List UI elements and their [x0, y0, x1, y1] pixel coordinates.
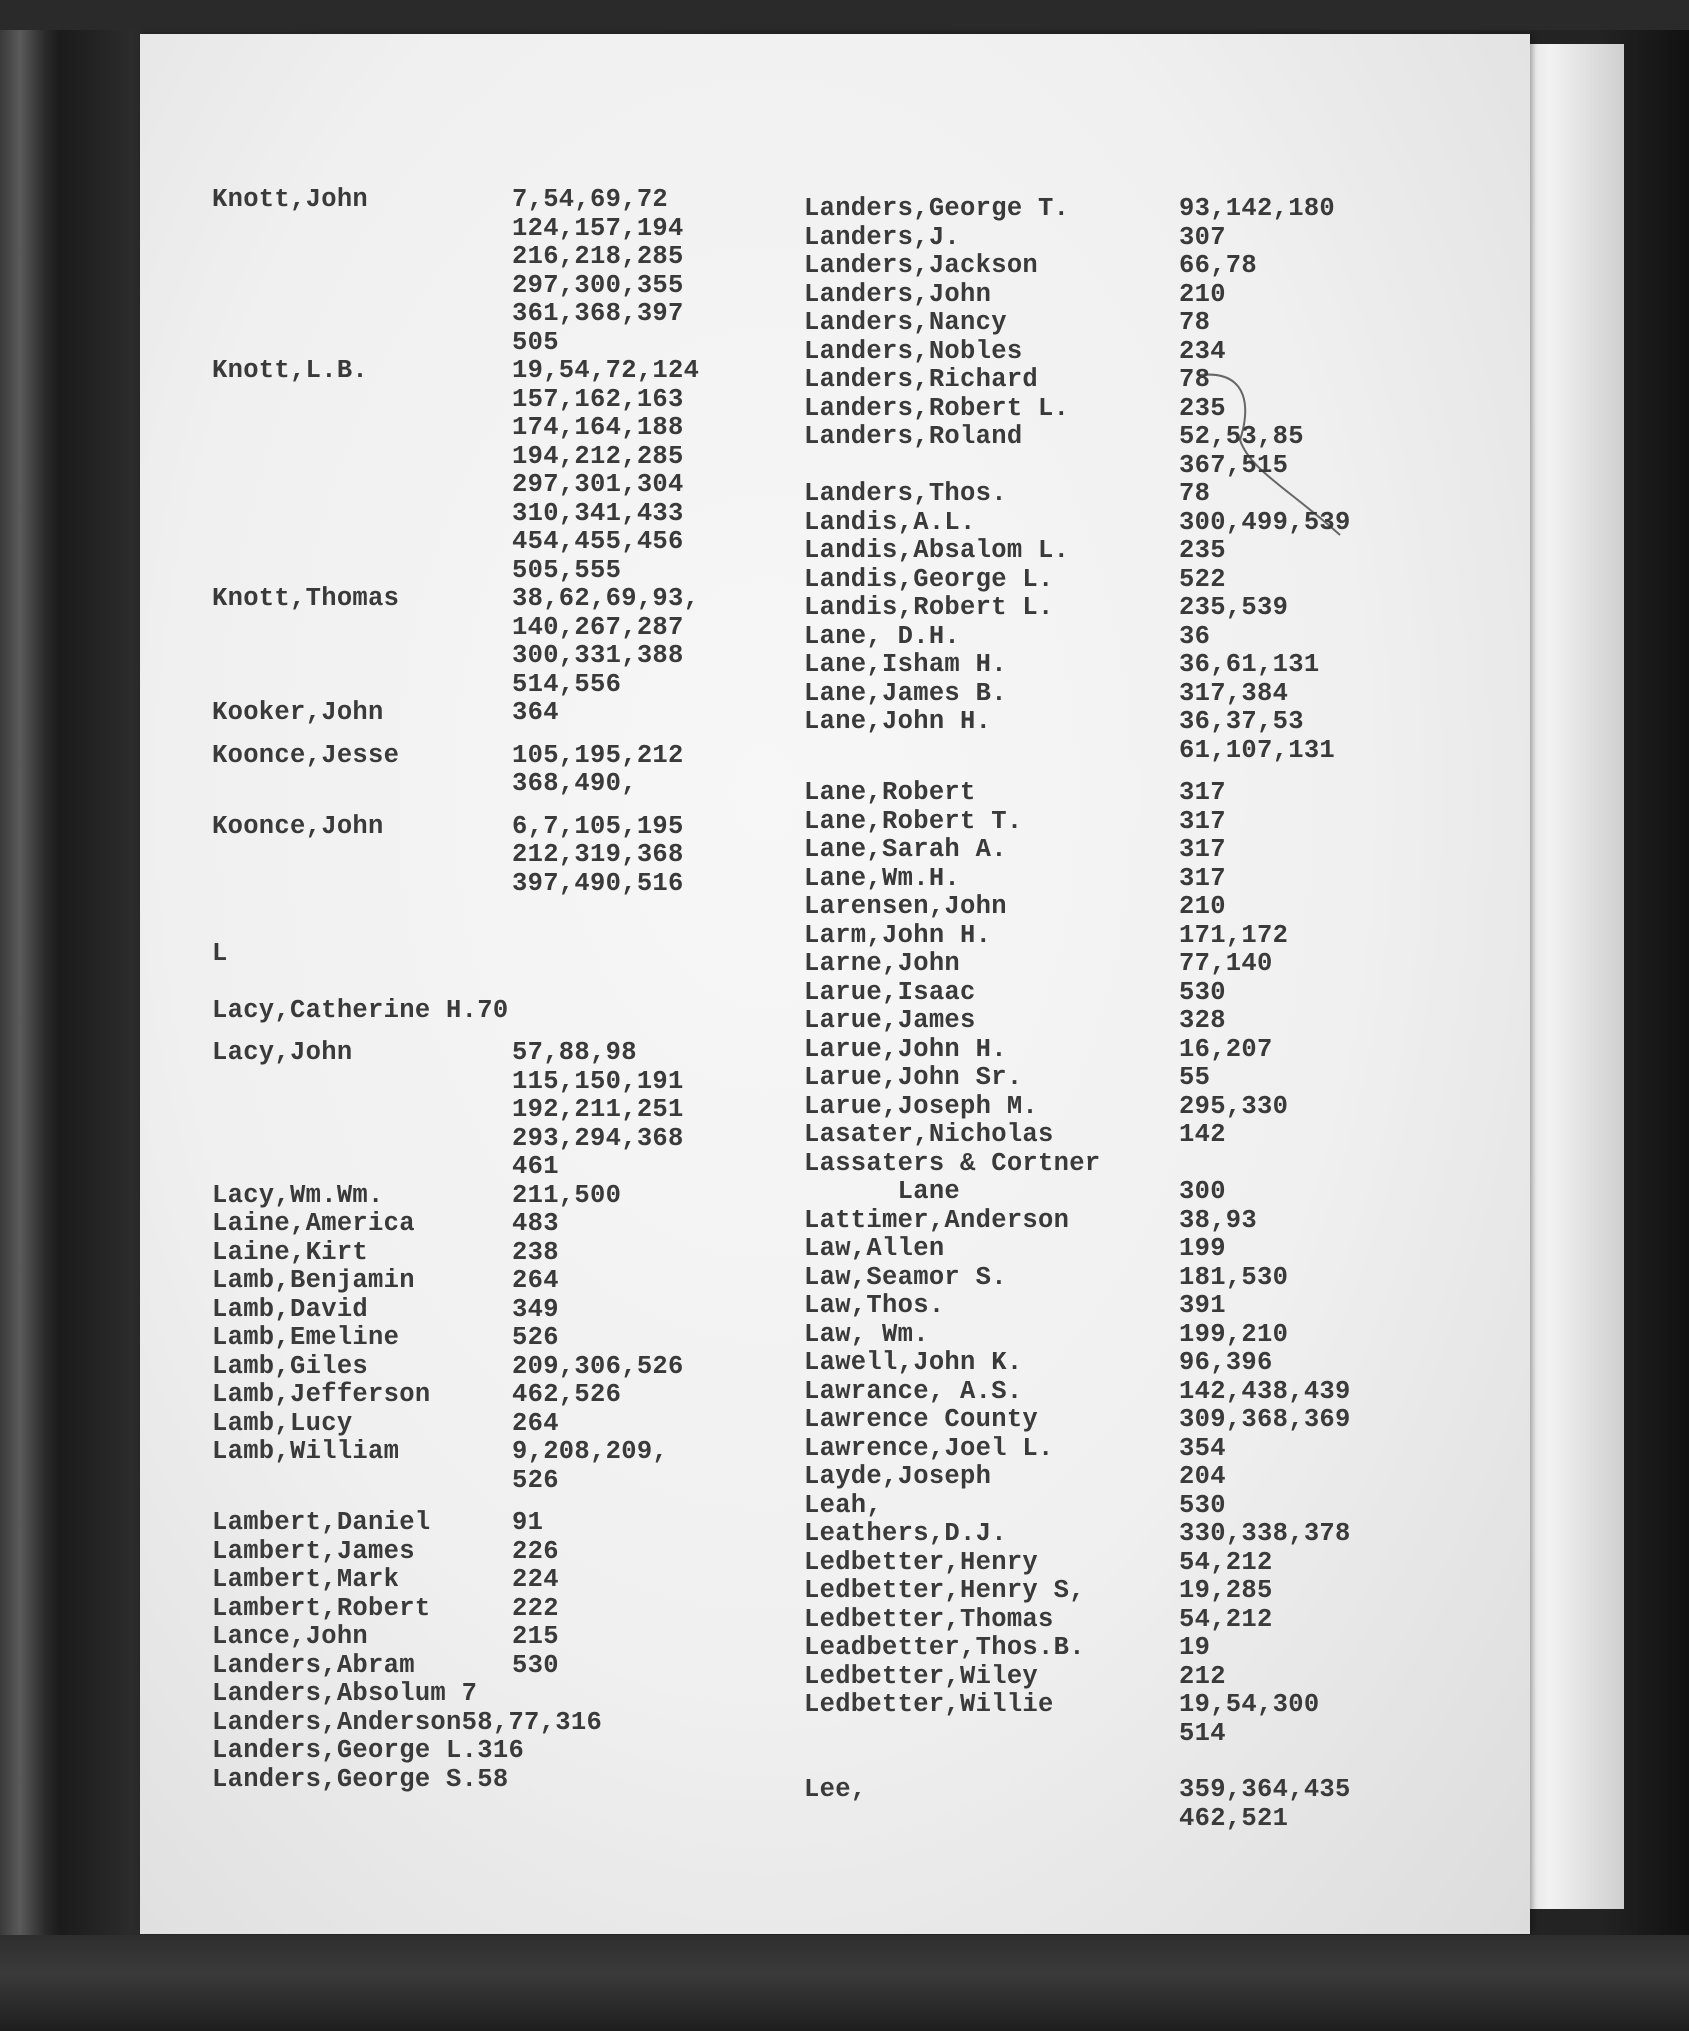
entry-pages: 317	[1179, 863, 1226, 893]
index-entry	[804, 1549, 1424, 1578]
index-entry	[804, 865, 1424, 894]
entry-pages: 78	[1179, 365, 1211, 394]
entry-pages: 522	[1179, 564, 1226, 594]
index-entry	[212, 1381, 752, 1410]
entry-pages: 264	[512, 1266, 559, 1295]
index-entry	[212, 1709, 752, 1738]
index-entry	[804, 1036, 1424, 1065]
entry-name: Larensen,John	[804, 892, 1007, 921]
index-entry	[804, 1150, 1424, 1179]
entry-pages: 300,499,539	[1179, 507, 1351, 537]
index-entry	[804, 893, 1424, 922]
entry-name: Lamb,David	[212, 1294, 369, 1324]
entry-name: Landers,Anderson58,77,316	[212, 1707, 603, 1737]
entry-pages: 354	[1179, 1433, 1226, 1463]
index-entry	[212, 813, 752, 899]
entry-name: Lane, D.H.	[804, 621, 961, 651]
index-entry	[212, 997, 752, 1026]
index-entry	[804, 623, 1424, 652]
entry-name: Lacy,John	[212, 1038, 353, 1067]
entry-pages: 309,368,369	[1179, 1405, 1351, 1434]
index-entry	[212, 1239, 752, 1268]
index-entry	[804, 1776, 1424, 1833]
entry-pages: 226	[512, 1536, 559, 1566]
entry-name: Knott,L.B.	[212, 356, 369, 385]
index-entry	[804, 1691, 1424, 1748]
index-entry	[804, 1064, 1424, 1093]
index-entry	[212, 357, 752, 585]
entry-pages: 349	[512, 1294, 559, 1324]
index-entry	[804, 808, 1424, 837]
index-entry	[804, 1435, 1424, 1464]
entry-name: Larue,James	[804, 1006, 976, 1035]
entry-name: Lawrence County	[804, 1405, 1039, 1434]
index-entry	[804, 651, 1424, 680]
index-entry	[804, 195, 1424, 224]
entry-name: Koonce,Jesse	[212, 740, 400, 770]
right-index-column	[804, 195, 1424, 1833]
entry-name: Lane	[804, 1177, 961, 1206]
entry-name: Landers,J.	[804, 222, 961, 252]
entry-pages: 212	[1179, 1661, 1226, 1691]
entry-pages: 211,500	[512, 1180, 622, 1210]
index-entry	[804, 594, 1424, 623]
index-entry	[212, 1410, 752, 1439]
index-entry	[804, 1093, 1424, 1122]
entry-pages: 54,212	[1179, 1547, 1273, 1577]
entry-pages: 19,54,72,124 157,162,163 174,164,188 194,212,285 297,301,304 310,341,433 454,455,456 505,555	[512, 356, 700, 585]
entry-name: Lasater,Nicholas	[804, 1120, 1054, 1149]
entry-pages: 142,438,439	[1179, 1376, 1351, 1406]
left-index-column	[212, 186, 752, 1794]
entry-pages: 391	[1179, 1291, 1226, 1320]
entry-name: Ledbetter,Thomas	[804, 1604, 1054, 1634]
entry-name: Landers,Thos.	[804, 479, 1007, 508]
entry-pages: 93,142,180	[1179, 194, 1336, 223]
entry-pages: 66,78	[1179, 251, 1258, 280]
index-entry	[804, 979, 1424, 1008]
entry-name: Lattimer,Anderson	[804, 1205, 1070, 1235]
index-entry	[804, 395, 1424, 424]
index-entry	[212, 1182, 752, 1211]
entry-name: Ledbetter,Wiley	[804, 1661, 1039, 1691]
index-entry	[804, 423, 1424, 480]
entry-name: Larue,John H.	[804, 1034, 1007, 1064]
entry-pages: 483	[512, 1209, 559, 1238]
entry-name: Lane,James B.	[804, 678, 1007, 708]
index-entry	[212, 1438, 752, 1495]
entry-pages: 317	[1179, 835, 1226, 864]
entry-pages: 36	[1179, 621, 1211, 651]
index-entry	[804, 1264, 1424, 1293]
entry-pages: 264	[512, 1408, 559, 1438]
entry-name: Leah,	[804, 1490, 883, 1520]
index-entry	[804, 366, 1424, 395]
entry-name: Lane,Robert	[804, 778, 976, 807]
index-entry	[804, 309, 1424, 338]
entry-pages: 96,396	[1179, 1348, 1273, 1377]
entry-pages: 215	[512, 1622, 559, 1651]
entry-pages: 181,530	[1179, 1262, 1289, 1292]
entry-name: Law,Seamor S.	[804, 1262, 1007, 1292]
entry-name: Koonce,John	[212, 811, 384, 841]
entry-name: Lamb,Lucy	[212, 1408, 353, 1438]
index-entry	[804, 1406, 1424, 1435]
index-entry	[212, 1595, 752, 1624]
entry-name: Landers,Absolum 7	[212, 1679, 478, 1708]
index-entry	[804, 922, 1424, 951]
entry-name: Landers,Nancy	[804, 308, 1007, 337]
entry-pages: 6,7,105,195 212,319,368 397,490,516	[512, 811, 684, 898]
entry-name: Larne,John	[804, 949, 961, 978]
index-entry	[212, 1267, 752, 1296]
entry-pages: 462,526	[512, 1380, 622, 1409]
entry-name: Ledbetter,Henry	[804, 1547, 1039, 1577]
entry-pages: 317	[1179, 806, 1226, 836]
index-entry	[804, 1235, 1424, 1264]
entry-name: Lamb,Jefferson	[212, 1380, 431, 1409]
entry-pages: 530	[1179, 977, 1226, 1007]
entry-name: Lane,Sarah A.	[804, 835, 1007, 864]
entry-name: Knott,Thomas	[212, 584, 400, 613]
index-entry	[804, 1349, 1424, 1378]
entry-name: Layde,Joseph	[804, 1462, 992, 1491]
entry-name: Ledbetter,Henry S,	[804, 1576, 1085, 1605]
index-entry	[212, 1509, 752, 1538]
section-letter: L	[212, 939, 228, 968]
entry-pages: 317,384	[1179, 678, 1289, 708]
entry-pages: 19,54,300 514	[1179, 1690, 1320, 1748]
index-entry	[804, 1463, 1424, 1492]
index-entry	[804, 1178, 1424, 1207]
entry-pages: 54,212	[1179, 1604, 1273, 1634]
entry-name: Lamb,Giles	[212, 1351, 369, 1381]
entry-pages: 364	[512, 698, 559, 727]
entry-pages: 235	[1179, 536, 1226, 565]
index-entry	[804, 509, 1424, 538]
entry-pages: 91	[512, 1508, 544, 1537]
index-entry	[804, 1378, 1424, 1407]
index-entry	[212, 1652, 752, 1681]
index-entry	[804, 252, 1424, 281]
index-entry	[804, 480, 1424, 509]
entry-pages: 209,306,526	[512, 1351, 684, 1381]
index-entry	[212, 1296, 752, 1325]
entry-pages: 235,539	[1179, 593, 1289, 622]
index-entry	[804, 1577, 1424, 1606]
index-entry	[804, 779, 1424, 808]
entry-pages: 300	[1179, 1177, 1226, 1206]
index-entry	[804, 1292, 1424, 1321]
entry-pages: 222	[512, 1593, 559, 1623]
entry-pages: 210	[1179, 892, 1226, 921]
entry-pages: 234	[1179, 336, 1226, 366]
index-entry	[804, 1520, 1424, 1549]
index-entry	[212, 1324, 752, 1353]
entry-pages: 57,88,98 115,150,191 192,211,251 293,294,368 461	[512, 1038, 684, 1181]
entry-name: Lane,John H.	[804, 707, 992, 736]
entry-name: Lawrence,Joel L.	[804, 1433, 1054, 1463]
entry-pages: 328	[1179, 1006, 1226, 1035]
entry-pages: 238	[512, 1237, 559, 1267]
index-entry	[804, 338, 1424, 367]
entry-name: Larue,John Sr.	[804, 1063, 1023, 1092]
entry-name: Lane,Isham H.	[804, 650, 1007, 679]
entry-name: Lee,	[804, 1775, 867, 1804]
index-entry	[212, 186, 752, 357]
index-entry	[804, 708, 1424, 765]
index-entry	[212, 1623, 752, 1652]
entry-name: Lassaters & Cortner	[804, 1148, 1101, 1178]
entry-name: Law,Thos.	[804, 1291, 945, 1320]
entry-name: Landers,George T.	[804, 194, 1070, 223]
entry-name: Lambert,Mark	[212, 1565, 400, 1594]
entry-pages: 171,172	[1179, 920, 1289, 950]
index-entry	[804, 1007, 1424, 1036]
entry-pages: 36,61,131	[1179, 650, 1320, 679]
entry-name: Laine,America	[212, 1209, 415, 1238]
entry-name: Larm,John H.	[804, 920, 992, 950]
entry-name: Lacy,Wm.Wm.	[212, 1180, 384, 1210]
index-entry	[212, 585, 752, 699]
entry-name: Lambert,James	[212, 1536, 415, 1566]
entry-name: Landers,George S.58	[212, 1764, 509, 1794]
entry-pages: 210	[1179, 279, 1226, 309]
entry-name: Lambert,Daniel	[212, 1508, 431, 1537]
entry-pages: 530	[512, 1650, 559, 1680]
index-entry	[804, 224, 1424, 253]
entry-pages: 16,207	[1179, 1034, 1273, 1064]
entry-name: Landers,Jackson	[804, 251, 1039, 280]
index-entry	[212, 1737, 752, 1766]
index-entry	[804, 566, 1424, 595]
entry-name: Leadbetter,Thos.B.	[804, 1633, 1085, 1662]
entry-pages: 199	[1179, 1234, 1226, 1263]
entry-pages: 317	[1179, 778, 1226, 807]
index-entry	[804, 1634, 1424, 1663]
entry-name: Lane,Robert T.	[804, 806, 1023, 836]
index-entry	[212, 1766, 752, 1795]
index-entry	[804, 836, 1424, 865]
entry-name: Law, Wm.	[804, 1319, 929, 1349]
index-entry	[804, 950, 1424, 979]
entry-name: Landers,George L.316	[212, 1736, 525, 1765]
entry-pages: 7,54,69,72 124,157,194 216,218,285 297,300,355 361,368,397 505	[512, 185, 684, 357]
entry-name: Larue,Joseph M.	[804, 1091, 1039, 1121]
entry-pages: 224	[512, 1565, 559, 1594]
entry-name: Lamb,Benjamin	[212, 1266, 415, 1295]
entry-pages: 78	[1179, 479, 1211, 508]
entry-pages: 9,208,209, 526	[512, 1437, 669, 1495]
entry-name: Lambert,Robert	[212, 1593, 431, 1623]
entry-name: Landers,Nobles	[804, 336, 1023, 366]
entry-pages: 307	[1179, 222, 1226, 252]
entry-name: Ledbetter,Willie	[804, 1690, 1054, 1719]
entry-name: Lawrance, A.S.	[804, 1376, 1023, 1406]
entry-name: Landers,John	[804, 279, 992, 309]
entry-pages: 36,37,53 61,107,131	[1179, 707, 1336, 765]
entry-pages: 78	[1179, 308, 1211, 337]
entry-name: Landers,Richard	[804, 365, 1039, 394]
entry-name: Laine,Kirt	[212, 1237, 369, 1267]
entry-name: Landers,Roland	[804, 422, 1023, 451]
index-entry	[212, 1039, 752, 1182]
entry-name: Leathers,D.J.	[804, 1519, 1007, 1548]
entry-pages: 199,210	[1179, 1319, 1289, 1349]
index-entry	[212, 1353, 752, 1382]
index-entry	[804, 1121, 1424, 1150]
index-entry	[804, 1492, 1424, 1521]
index-entry	[804, 680, 1424, 709]
entry-pages: 142	[1179, 1120, 1226, 1149]
entry-pages: 38,62,69,93, 140,267,287 300,331,388 514,556	[512, 584, 700, 699]
entry-pages: 530	[1179, 1490, 1226, 1520]
entry-pages: 55	[1179, 1063, 1211, 1092]
index-entry	[804, 281, 1424, 310]
entry-name: Landis,A.L.	[804, 507, 976, 537]
index-entry	[804, 1207, 1424, 1236]
index-entry	[804, 1321, 1424, 1350]
entry-pages: 235	[1179, 393, 1226, 423]
entry-pages: 359,364,435 462,521	[1179, 1775, 1351, 1833]
entry-name: Lamb,William	[212, 1437, 400, 1466]
entry-name: Landis,Robert L.	[804, 593, 1054, 622]
entry-name: Kooker,John	[212, 698, 384, 727]
entry-name: Knott,John	[212, 185, 369, 214]
index-entry	[804, 537, 1424, 566]
entry-pages: 295,330	[1179, 1091, 1289, 1121]
entry-pages: 52,53,85 367,515	[1179, 422, 1304, 480]
entry-pages: 77,140	[1179, 949, 1273, 978]
entry-pages: 330,338,378	[1179, 1519, 1351, 1548]
index-entry	[212, 1210, 752, 1239]
index-entry	[212, 699, 752, 728]
index-entry	[212, 1566, 752, 1595]
entry-name: Lane,Wm.H.	[804, 863, 961, 893]
entry-name: Lance,John	[212, 1622, 369, 1651]
entry-name: Larue,Isaac	[804, 977, 976, 1007]
binder-bottom-edge	[0, 1935, 1689, 2031]
entry-pages: 526	[512, 1323, 559, 1352]
entry-pages: 19,285	[1179, 1576, 1273, 1605]
index-entry	[212, 1538, 752, 1567]
entry-pages: 105,195,212 368,490,	[512, 740, 684, 798]
entry-pages: 38,93	[1179, 1205, 1258, 1235]
index-entry	[804, 1606, 1424, 1635]
index-entry	[212, 1680, 752, 1709]
entry-name: Landers,Robert L.	[804, 393, 1070, 423]
binder-top-edge	[0, 0, 1689, 30]
entry-pages: 19	[1179, 1633, 1211, 1662]
index-entry	[804, 1663, 1424, 1692]
index-entry	[212, 742, 752, 799]
entry-name: Landis,Absalom L.	[804, 536, 1070, 565]
entry-name: Law,Allen	[804, 1234, 945, 1263]
entry-name: Lamb,Emeline	[212, 1323, 400, 1352]
entry-name: Lawell,John K.	[804, 1348, 1023, 1377]
entry-name: Landis,George L.	[804, 564, 1054, 594]
entry-pages: 204	[1179, 1462, 1226, 1491]
entry-name: Landers,Abram	[212, 1650, 415, 1680]
entry-name: Lacy,Catherine H.70	[212, 995, 509, 1025]
